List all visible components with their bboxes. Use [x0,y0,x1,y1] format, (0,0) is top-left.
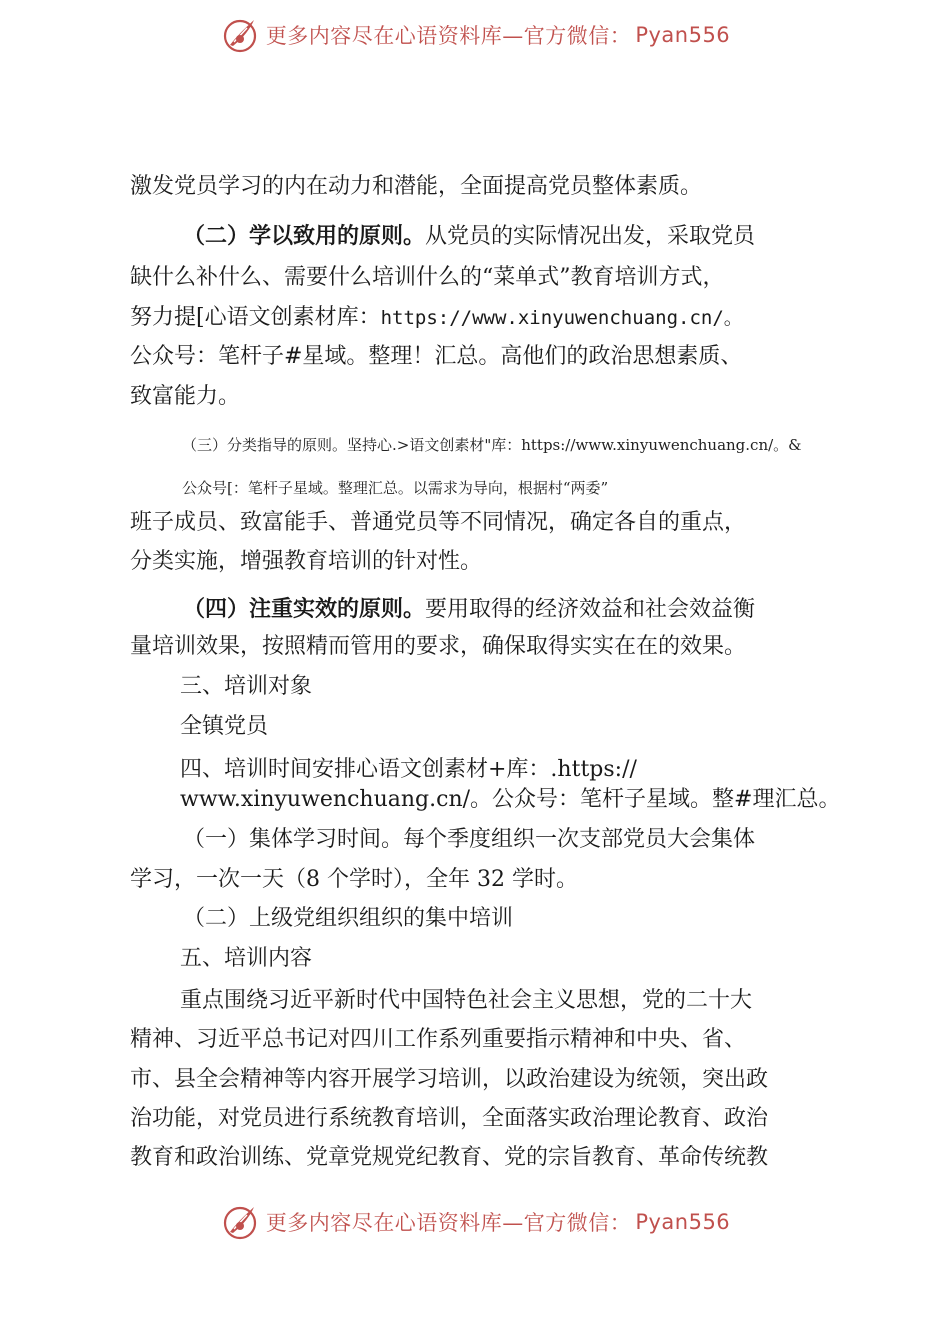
paragraph-small-line: （三）分类指导的原则。坚持心.>语文创素材"库：https://www.xinyuwenchuang.cn/。& [182,436,802,454]
watermark-text: 更多内容尽在心语资料库—官方微信： [265,24,632,48]
footer-watermark [0,1199,950,1245]
section-heading-4: 四、培训时间安排心语文创素材+库：.https:// [180,757,637,782]
header-watermark [0,12,950,58]
watermark-wechat-id: Pyan556 [635,23,731,47]
paragraph-line: 激发党员学习的内在动力和潜能，全面提高党员整体素质。 [130,174,703,199]
paragraph-line: 量培训效果，按照精而管用的要求，确保取得实实在在的效果。 [130,634,747,659]
paragraph-line: 教育和政治训练、党章党规党纪教育、党的宗旨教育、革命传统教 [130,1145,769,1170]
paragraph-line: 市、县全会精神等内容开展学习培训，以政治建设为统领，突出政 [130,1067,769,1092]
paragraph-line: 全镇党员 [180,714,269,739]
watermark-wechat-id: Pyan556 [635,1210,731,1234]
paragraph-principle-4-line-1 [183,590,755,630]
paragraph-line [130,298,743,338]
section-heading-5: 五、培训内容 [180,946,313,971]
quill-pen-logo-icon [220,1202,260,1242]
paragraph-line: （二）上级党组织组织的集中培训 [183,906,514,931]
paragraph-line: 重点围绕习近平新时代中国特色社会主义思想，党的二十大 [180,988,753,1013]
principle-2-heading: （二）学以致用的原则。 [183,224,426,249]
paragraph-line: （一）集体学习时间。每个季度组织一次支部党员大会集体 [183,827,756,852]
inline-text: 努力提[心语文创素材库： [130,305,381,330]
paragraph-principle-2-line-1 [183,217,755,257]
paragraph-line: 精神、习近平总书记对四川工作系列重要指示精神和中央、省、 [130,1027,747,1052]
principle-4-text: 要用取得的经济效益和社会效益衡 [425,597,756,622]
principle-2-text: 从党员的实际情况出发，采取党员 [425,224,756,249]
quill-pen-logo-icon [220,15,260,55]
paragraph-line: 治功能，对党员进行系统教育培训，全面落实政治理论教育、政治 [130,1106,769,1131]
paragraph-small-line: 公众号[：笔杆子星域。整理汇总。以需求为导向，根据村“两委” [182,479,609,497]
paragraph-line: 学习，一次一天（8 个学时），全年 32 学时。 [130,867,578,892]
watermark-text: 更多内容尽在心语资料库—官方微信： [265,1211,632,1235]
paragraph-line: 缺什么补什么、需要什么培训什么的“菜单式”教育培训方式， [130,265,725,290]
paragraph-line: www.xinyuwenchuang.cn/。公众号：笔杆子星域。整#理汇总。 [180,787,841,812]
paragraph-line: 班子成员、致富能手、普通党员等不同情况，确定各自的重点， [130,510,747,535]
paragraph-line: 公众号：笔杆子#星域。整理！汇总。高他们的政治思想素质、 [130,344,743,369]
inline-url: https://www.xinyuwenchuang.cn/。 [380,307,743,329]
principle-4-heading: （四）注重实效的原则。 [183,597,426,622]
paragraph-line: 致富能力。 [130,384,241,409]
paragraph-line: 分类实施，增强教育培训的针对性。 [130,549,483,574]
section-heading-3: 三、培训对象 [180,674,313,699]
